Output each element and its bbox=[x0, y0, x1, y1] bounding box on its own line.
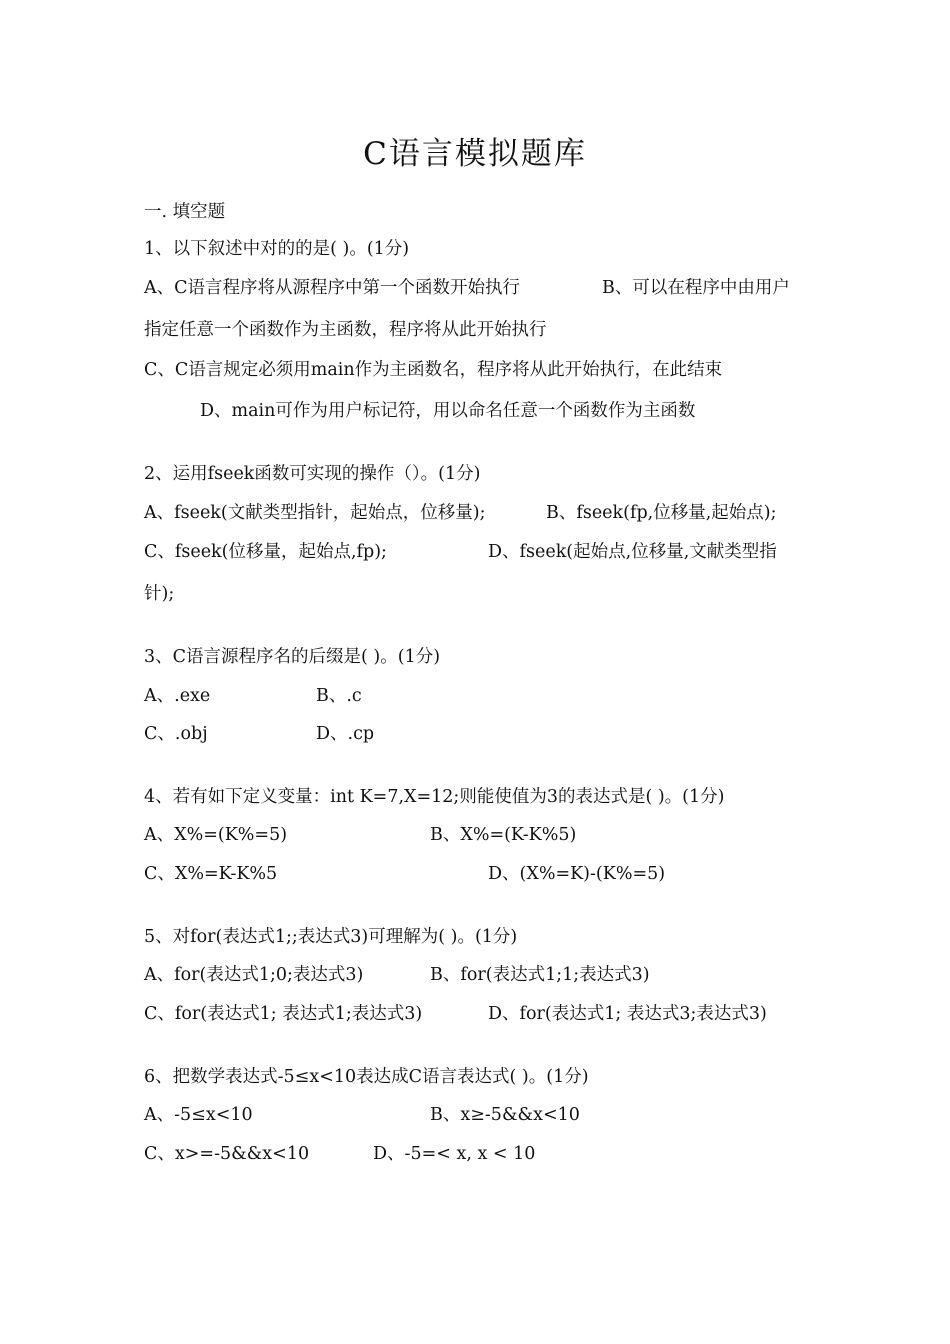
question-3-stem: 3、C语言源程序名的后缀是( )。(1分) bbox=[144, 647, 441, 667]
question-5-option-b: B、for(表达式1;1;表达式3) bbox=[430, 965, 650, 985]
question-3-option-d: D、.cp bbox=[316, 724, 375, 744]
question-6-option-c: C、x>=-5&&x<10 bbox=[144, 1144, 310, 1164]
question-2-option-d-cont: 针); bbox=[144, 584, 175, 604]
question-1-option-b-cont: 指定任意一个函数作为主函数，程序将从此开始执行 bbox=[144, 320, 547, 340]
question-4-stem: 4、若有如下定义变量：int K=7,X=12;则能使值为3的表达式是( )。(1分) bbox=[144, 787, 725, 807]
question-5-option-c: C、for(表达式1; 表达式1;表达式3) bbox=[144, 1004, 423, 1024]
question-1-option-d: D、main可作为用户标记符，用以命名任意一个函数作为主函数 bbox=[200, 401, 696, 421]
question-4-option-d: D、(X%=K)-(K%=5) bbox=[488, 864, 666, 884]
question-1-stem: 1、以下叙述中对的的是( )。(1分) bbox=[144, 239, 410, 259]
question-5-option-d: D、for(表达式1; 表达式3;表达式3) bbox=[488, 1004, 767, 1024]
question-2-option-b: B、fseek(fp,位移量,起始点); bbox=[546, 503, 777, 523]
question-5-stem: 5、对for(表达式1;;表达式3)可理解为( )。(1分) bbox=[144, 927, 518, 947]
question-6-option-b: B、x≥-5&&x<10 bbox=[430, 1105, 580, 1125]
question-5-option-a: A、for(表达式1;0;表达式3) bbox=[144, 965, 364, 985]
question-6-option-a: A、-5≤x<10 bbox=[144, 1105, 253, 1125]
question-4-option-a: A、X%=(K%=5) bbox=[144, 825, 288, 845]
document-title: C语言模拟题库 bbox=[363, 136, 587, 172]
question-3-option-b: B、.c bbox=[316, 686, 362, 706]
section-heading: 一. 填空题 bbox=[144, 202, 226, 222]
question-4-option-c: C、X%=K-K%5 bbox=[144, 864, 278, 884]
question-1-option-c: C、C语言规定必须用main作为主函数名，程序将从此开始执行，在此结束 bbox=[144, 360, 723, 380]
question-1-option-a: A、C语言程序将从源程序中第一个函数开始执行 bbox=[144, 278, 521, 298]
question-3-option-c: C、.obj bbox=[144, 724, 208, 744]
question-2-option-d: D、fseek(起始点,位移量,文献类型指 bbox=[488, 542, 777, 562]
question-2-option-c: C、fseek(位移量，起始点,fp); bbox=[144, 542, 387, 562]
question-6-option-d: D、-5=< x, x < 10 bbox=[373, 1144, 536, 1164]
question-3-option-a: A、.exe bbox=[144, 686, 211, 706]
question-2-option-a: A、fseek(文献类型指针，起始点，位移量); bbox=[144, 503, 486, 523]
question-1-option-b: B、可以在程序中由用户 bbox=[602, 278, 790, 298]
question-2-stem: 2、运用fseek函数可实现的操作（）。(1分) bbox=[144, 464, 481, 484]
question-6-stem: 6、把数学表达式-5≤x<10表达成C语言表达式( )。(1分) bbox=[144, 1067, 589, 1087]
question-4-option-b: B、X%=(K-K%5) bbox=[430, 825, 577, 845]
